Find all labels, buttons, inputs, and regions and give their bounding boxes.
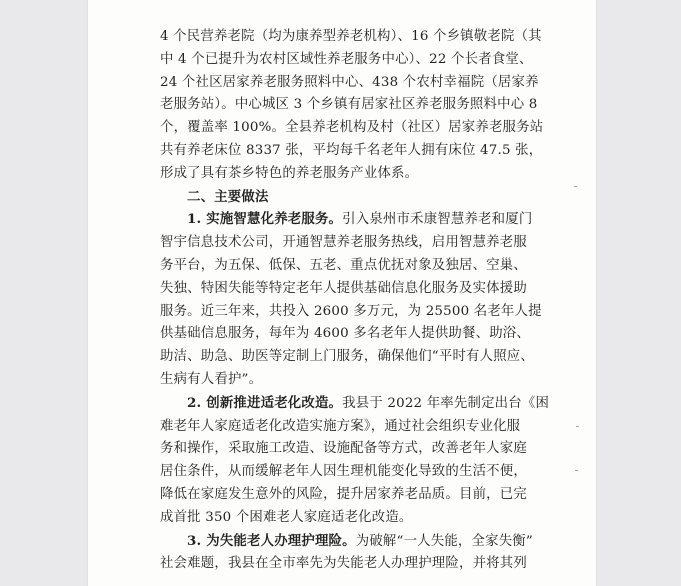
item-3-first-line	[160, 530, 533, 554]
body-line-3: 24 个社区居家养老服务照料中心、438 个农村幸福院（居家养	[160, 74, 539, 90]
body-line-19: 务和操作，采取施工改造、设施配备等方式，改善老年人家庭	[160, 441, 527, 457]
body-line-7: 形成了具有茶乡特色的养老服务产业体系。	[160, 165, 419, 181]
item-3-title: 3. 为失能老人办理护理险。	[187, 532, 356, 549]
body-line-12: 失独、特困失能等特定老年人提供基础信息化服务及实体援助	[160, 280, 527, 296]
body-line-18: 难老年人家庭适老化改造实施方案》，通过社会组织专业化服	[160, 418, 521, 434]
item-2-first-line	[160, 392, 550, 416]
body-line-1: 4 个民营养老院（均为康养型养老机构）、16 个乡镇敬老院（其	[160, 29, 542, 44]
body-line-16: 生病有人看护”。	[160, 371, 263, 387]
body-line-15: 助洁、助急、助医等定制上门服务，确保他们“平时有人照应、	[160, 349, 534, 365]
section-heading: 二、主要做法	[187, 188, 269, 205]
body-line-13: 服务。近三年来，共投入 2600 多万元，为 25500 名老年人提	[160, 303, 542, 319]
scan-speck	[576, 426, 579, 427]
item-2-text: 我县于 2022 年率先制定出台《困	[342, 395, 550, 411]
item-1-first-line	[160, 208, 533, 232]
body-line-4: 老服务站）。中心城区 3 个乡镇有居家社区养老服务照料中心 8	[160, 97, 538, 113]
body-line-22: 成首批 350 个困难老人家庭适老化改造。	[160, 509, 413, 525]
scan-speck	[575, 470, 578, 471]
item-1-text: 引入泉州市禾康智慧养老和厦门	[342, 212, 533, 228]
document-page	[88, 0, 596, 586]
body-line-11: 务平台，为五保、低保、五老、重点优抚对象及独居、空巢、	[160, 257, 527, 273]
item-1-title: 1. 实施智慧化养老服务。	[187, 211, 343, 228]
body-line-2: 中 4 个已提升为农村区域性养老服务中心）、22 个长者食堂、	[160, 51, 533, 67]
body-line-10: 智宇信息技术公司，开通智慧养老服务热线，启用智慧养老服	[160, 235, 527, 251]
body-line-5: 个，覆盖率 100%。全县养老机构及村（社区）居家养老服务站	[160, 120, 544, 136]
scan-speck	[574, 186, 577, 187]
body-line-20: 居住条件，从而缓解老年人因生理机能变化导致的生活不便，	[160, 464, 527, 480]
body-line-14: 供基础信息服务，每年为 4600 多名老年人提供助餐、助浴、	[160, 326, 530, 342]
body-line-6: 共有养老床位 8337 张，平均每千名老年人拥有床位 47.5 张，	[160, 142, 543, 158]
document-body	[160, 26, 550, 576]
body-line-24: 社会难题，我县在全市率先为失能老人办理护理险，并将其列	[160, 556, 527, 572]
body-line-21: 降低在家庭发生意外的风险，提升居家养老品质。目前，已完	[160, 486, 527, 502]
item-3-text: 为破解“一人失能，全家失衡”	[355, 533, 533, 549]
item-2-title: 2. 创新推进适老化改造。	[187, 394, 343, 411]
